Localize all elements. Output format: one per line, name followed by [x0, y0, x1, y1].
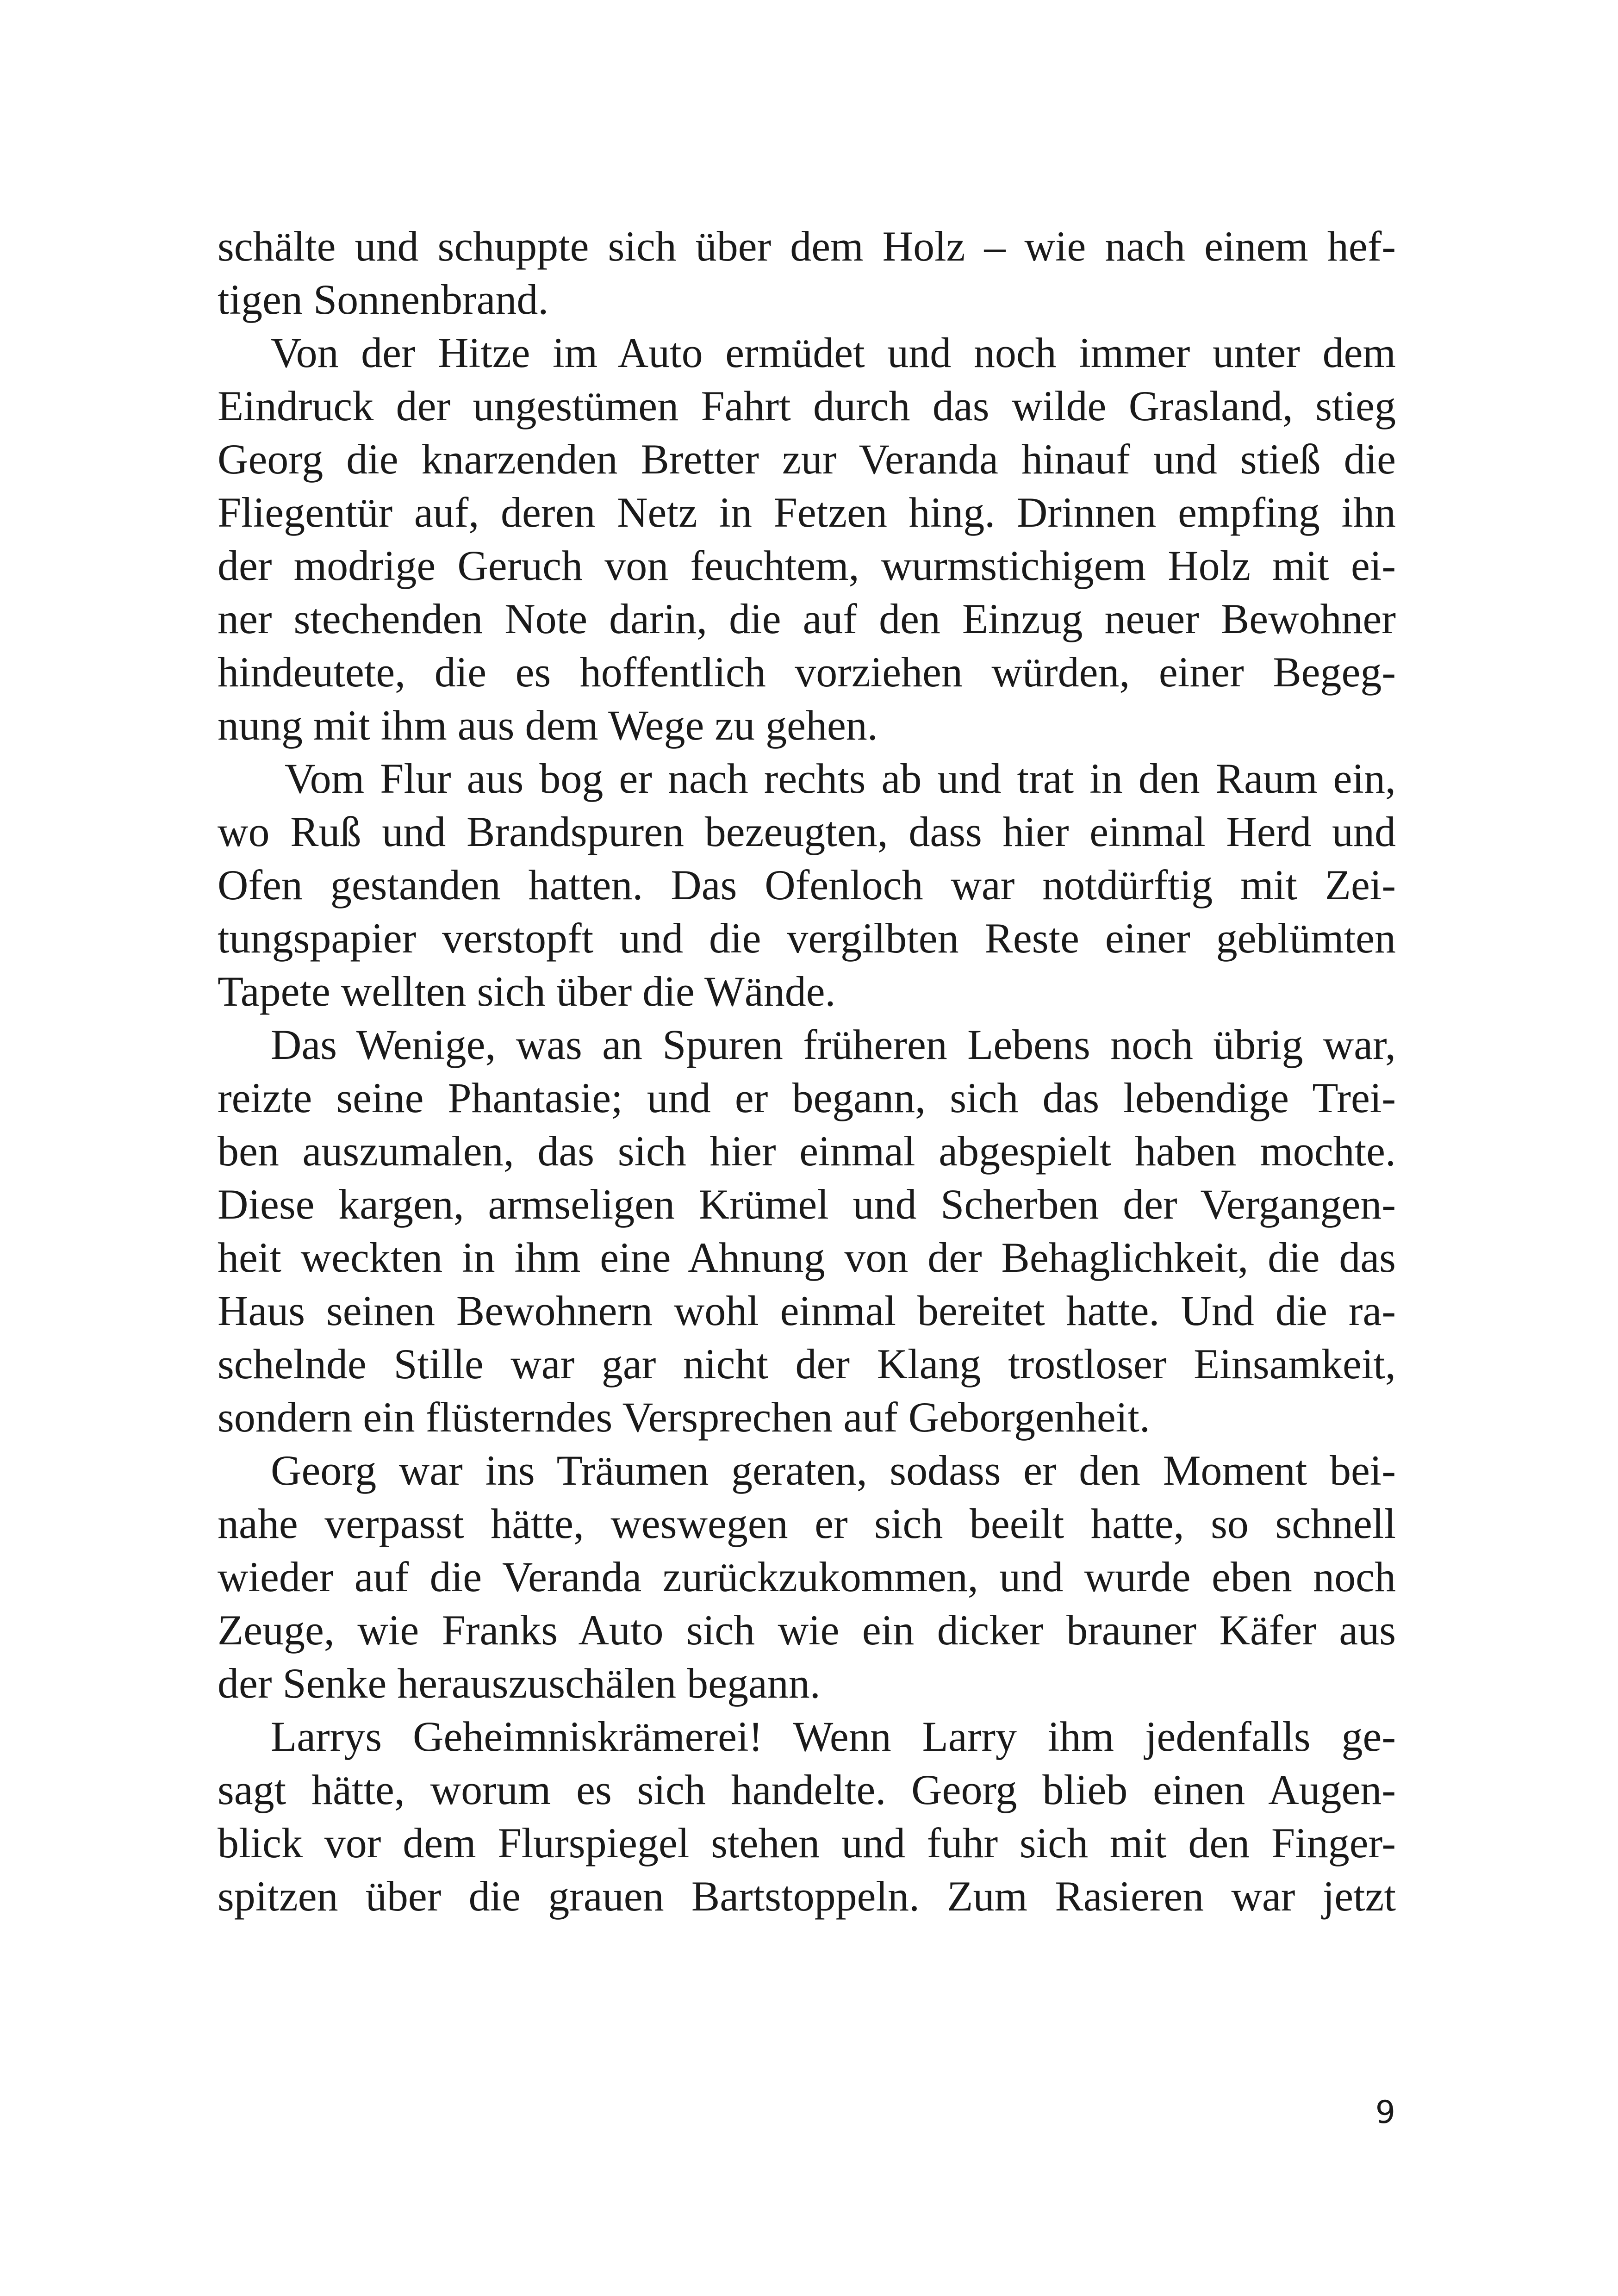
text-line: tungspapier verstopft und die vergilbten Reste einer geblümten: [218, 915, 1396, 962]
text-line: Haus seinen Bewohnern wohl einmal bereitet hatte. Und die ra-: [218, 1287, 1396, 1334]
text-line: Zeuge, wie Franks Auto sich wie ein dicker brauner Käfer aus: [218, 1606, 1396, 1654]
text-line: reizte seine Phantasie; und er begann, sich das lebendige Trei-: [218, 1074, 1396, 1121]
paragraph: [218, 1018, 1396, 1444]
page-number: 9: [1375, 2094, 1395, 2131]
body-text: [218, 220, 1396, 1923]
text-line: schälte und schuppte sich über dem Holz – wie nach einem hef-: [218, 223, 1396, 270]
text-line: der modrige Geruch von feuchtem, wurmstichigem Holz mit ei-: [218, 542, 1396, 589]
paragraph: [218, 220, 1396, 326]
paragraph: [218, 752, 1396, 1018]
paragraph: [218, 1444, 1396, 1710]
text-line: hindeutete, die es hoffentlich vorziehen würden, einer Begeg-: [218, 648, 1396, 696]
text-line: wieder auf die Veranda zurückzukommen, und wurde eben noch: [218, 1553, 1396, 1600]
text-line: spitzen über die grauen Bartstoppeln. Zum Rasieren war jetzt: [218, 1873, 1396, 1920]
text-line: nung mit ihm aus dem Wege zu gehen.: [218, 702, 878, 749]
text-line: Diese kargen, armseligen Krümel und Scherben der Vergangen-: [218, 1181, 1396, 1228]
text-line: sondern ein flüsterndes Versprechen auf Geborgenheit.: [218, 1394, 1150, 1441]
text-line: Ofen gestanden hatten. Das Ofenloch war notdürftig mit Zei-: [218, 861, 1396, 908]
text-line: ben auszumalen, das sich hier einmal abgespielt haben mochte.: [218, 1127, 1396, 1175]
text-line: Larrys Geheimniskrämerei! Wenn Larry ihm jedenfalls ge-: [271, 1713, 1396, 1760]
text-line: sagt hätte, worum es sich handelte. Georg blieb einen Augen-: [218, 1766, 1396, 1813]
text-line: Vom Flur aus bog er nach rechts ab und trat in den Raum ein,: [285, 755, 1396, 802]
text-line: nahe verpasst hätte, weswegen er sich beeilt hatte, so schnell: [218, 1500, 1396, 1547]
text-line: Das Wenige, was an Spuren früheren Lebens noch übrig war,: [271, 1021, 1396, 1068]
text-line: der Senke herauszuschälen begann.: [218, 1660, 821, 1707]
text-line: schelnde Stille war gar nicht der Klang trostloser Einsamkeit,: [218, 1340, 1396, 1388]
text-line: heit weckten in ihm eine Ahnung von der Behaglichkeit, die das: [218, 1234, 1396, 1281]
text-line: Georg war ins Träumen geraten, sodass er den Moment bei-: [271, 1447, 1396, 1494]
text-line: Tapete wellten sich über die Wände.: [218, 968, 836, 1015]
paragraph: [218, 326, 1396, 752]
text-line: Von der Hitze im Auto ermüdet und noch immer unter dem: [271, 329, 1396, 376]
text-line: wo Ruß und Brandspuren bezeugten, dass hier einmal Herd und: [218, 808, 1396, 855]
text-line: blick vor dem Flurspiegel stehen und fuhr sich mit den Finger-: [218, 1819, 1396, 1867]
text-line: Georg die knarzenden Bretter zur Veranda hinauf und stieß die: [218, 436, 1396, 483]
text-line: tigen Sonnenbrand.: [218, 276, 549, 323]
text-line: Fliegentür auf, deren Netz in Fetzen hing. Drinnen empfing ihn: [218, 489, 1396, 536]
text-line: Eindruck der ungestümen Fahrt durch das wilde Grasland, stieg: [218, 382, 1396, 429]
text-line: ner stechenden Note darin, die auf den Einzug neuer Bewohner: [218, 595, 1396, 642]
paragraph: [218, 1710, 1396, 1923]
